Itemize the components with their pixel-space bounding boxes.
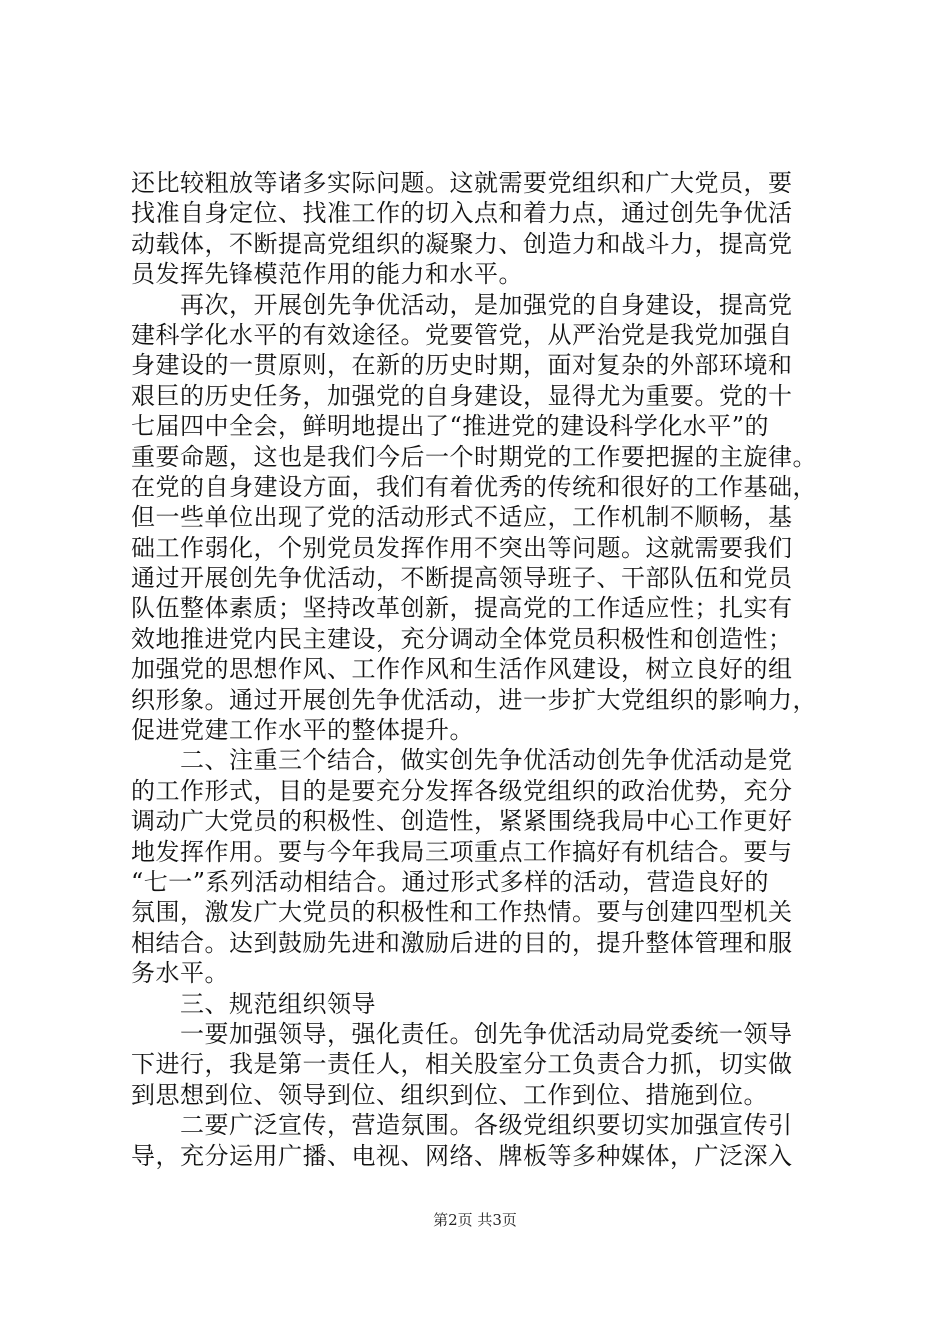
text-line: 身建设的一贯原则，在新的历史时期，面对复杂的外部环境和 bbox=[131, 351, 793, 380]
document-body bbox=[131, 168, 831, 1171]
text-line: 础工作弱化，个别党员发挥作用不突出等问题。这就需要我们 bbox=[131, 533, 793, 562]
text-line: 一要加强领导，强化责任。创先争优活动局党委统一领导 bbox=[131, 1019, 793, 1048]
text-line: 地发挥作用。要与今年我局三项重点工作搞好有机结合。要与 bbox=[131, 837, 793, 866]
text-line: 二、注重三个结合，做实创先争优活动创先争优活动是党 bbox=[131, 746, 793, 775]
text-line: 的工作形式，目的是要充分发挥各级党组织的政治优势，充分 bbox=[131, 776, 793, 805]
text-line: 导，充分运用广播、电视、网络、牌板等多种媒体，广泛深入 bbox=[131, 1141, 793, 1170]
text-line: 再次，开展创先争优活动，是加强党的自身建设，提高党 bbox=[131, 290, 793, 319]
text-line: 动载体，不断提高党组织的凝聚力、创造力和战斗力，提高党 bbox=[131, 229, 793, 258]
text-line: 七届四中全会，鲜明地提出了“推进党的建设科学化水平”的 bbox=[131, 412, 770, 441]
text-line: 促进党建工作水平的整体提升。 bbox=[131, 716, 474, 745]
text-line: 织形象。通过开展创先争优活动，进一步扩大党组织的影响力， bbox=[131, 685, 817, 714]
text-line: 调动广大党员的积极性、创造性，紧紧围绕我局中心工作更好 bbox=[131, 807, 793, 836]
text-line: 氛围，激发广大党员的积极性和工作热情。要与创建四型机关 bbox=[131, 898, 793, 927]
text-line: 二要广泛宣传，营造氛围。各级党组织要切实加强宣传引 bbox=[131, 1111, 793, 1140]
text-line: 三、规范组织领导 bbox=[131, 989, 376, 1018]
text-line: 加强党的思想作风、工作作风和生活作风建设，树立良好的组 bbox=[131, 655, 793, 684]
text-line: 效地推进党内民主建设，充分调动全体党员积极性和创造性； bbox=[131, 624, 793, 653]
page-footer: 第2页 共3页 bbox=[433, 1211, 517, 1229]
text-line: 找准自身定位、找准工作的切入点和着力点，通过创先争优活 bbox=[131, 199, 793, 228]
text-line: 艰巨的历史任务，加强党的自身建设，显得尤为重要。党的十 bbox=[131, 381, 793, 410]
text-line: 通过开展创先争优活动，不断提高领导班子、干部队伍和党员 bbox=[131, 564, 793, 593]
text-line: 重要命题，这也是我们今后一个时期党的工作要把握的主旋律。 bbox=[131, 442, 817, 471]
text-line: 在党的自身建设方面，我们有着优秀的传统和很好的工作基础， bbox=[131, 472, 817, 501]
text-line: 建科学化水平的有效途径。党要管党，从严治党是我党加强自 bbox=[131, 320, 793, 349]
text-line: 还比较粗放等诸多实际问题。这就需要党组织和广大党员，要 bbox=[131, 169, 793, 197]
text-line: “七一”系列活动相结合。通过形式多样的活动，营造良好的 bbox=[131, 867, 770, 896]
text-line: 员发挥先锋模范作用的能力和水平。 bbox=[131, 260, 523, 289]
text-line: 队伍整体素质；坚持改革创新，提高党的工作适应性；扎实有 bbox=[131, 594, 793, 623]
text-line: 下进行，我是第一责任人，相关股室分工负责合力抓，切实做 bbox=[131, 1050, 793, 1079]
text-line: 但一些单位出现了党的活动形式不适应，工作机制不顺畅，基 bbox=[131, 503, 793, 532]
text-line: 务水平。 bbox=[131, 959, 229, 988]
text-line: 相结合。达到鼓励先进和激励后进的目的，提升整体管理和服 bbox=[131, 928, 793, 957]
text-line: 到思想到位、领导到位、组织到位、工作到位、措施到位。 bbox=[131, 1080, 768, 1109]
